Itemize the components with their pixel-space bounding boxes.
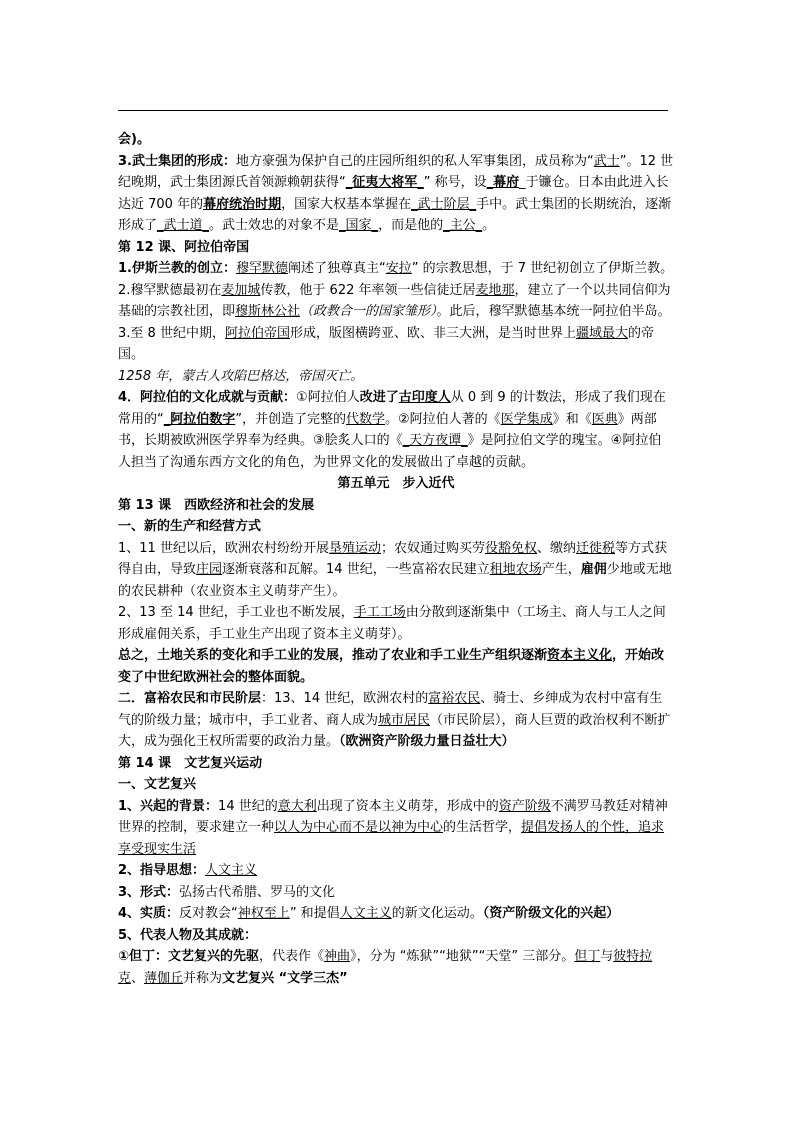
- text: 2、13 至 14 世纪，手工业也不断发展，: [118, 605, 354, 620]
- text: 、骑士、乡绅成为农村中富有生气的阶级力量；城市中，手工业者、商人成为: [118, 691, 663, 728]
- text: 少地或无地的农民耕种（农业资本主义萌芽产生）。: [118, 562, 672, 599]
- term-title: 3.武士集团的形成：: [118, 153, 236, 169]
- key-term: _幕府: [486, 175, 520, 190]
- key-term: 庄园: [196, 562, 223, 577]
- text: 会)。: [118, 132, 150, 147]
- text: ” 和提倡: [289, 906, 340, 921]
- text: ①阿拉伯人: [296, 390, 360, 405]
- text: ” 的宗教思想，于 7 世纪初创立了伊斯兰教。: [411, 261, 674, 276]
- text: ：13、14 世纪，欧洲农村的: [261, 691, 429, 706]
- paragraph-rural: [118, 538, 674, 603]
- text: 》，分为 “炼狱”“地狱”“天堂” 三部分。: [350, 949, 575, 964]
- header-rule: [118, 110, 668, 111]
- paragraph-handicraft: [118, 602, 674, 645]
- unit-5-heading: 第五单元 步入近代: [337, 476, 455, 491]
- text: 改进了: [359, 390, 399, 405]
- key-term: _武士道_: [157, 218, 210, 233]
- text: 从 0 到 9 的计数法，形成了我们现在常用的“: [118, 390, 666, 427]
- text: 弘扬古代希腊、罗马的文化: [179, 884, 336, 900]
- key-term: 代数学: [346, 411, 386, 427]
- text: 、缴纳: [537, 540, 577, 556]
- paragraph-dante: [118, 946, 674, 989]
- text: ”，并创造了完整的: [235, 411, 347, 427]
- key-term: 穆罕默德: [235, 261, 288, 276]
- text: ，而是他的: [378, 218, 444, 233]
- paragraph-essence: [118, 903, 674, 925]
- paragraph-summary: [118, 645, 674, 688]
- paragraph-empire: [118, 323, 674, 366]
- key-term: 富裕农民: [428, 691, 481, 706]
- section-heading: 一、新的生产和经营方式: [118, 519, 262, 534]
- key-term: 资本主义化: [547, 648, 613, 663]
- key-term: 手工工场: [353, 605, 406, 620]
- text: 3.至 8 世纪中期，: [118, 325, 225, 341]
- key-term: 垦殖运动: [328, 540, 381, 556]
- key-term: 神曲: [324, 949, 351, 964]
- text: 》和《: [552, 411, 592, 427]
- key-term: 彼特拉克: [118, 949, 653, 986]
- text: 雇佣: [580, 562, 607, 577]
- text: ”。12 世纪晚期，武士集团源氏首领源赖朝获得“: [118, 153, 674, 190]
- lesson-12-heading: 第 12 课、阿拉伯帝国: [118, 239, 250, 255]
- text: ” 称号，设: [423, 175, 487, 190]
- text: 与: [600, 949, 614, 964]
- text: 产生，: [541, 562, 581, 577]
- key-term: 麦地那: [475, 282, 515, 298]
- term-title: 4．阿拉伯的文化成就与贡献：: [118, 390, 297, 405]
- text: _于镰仓。日本由此进入长达近 700 年的: [118, 175, 669, 212]
- text: 的新文化运动。: [391, 906, 483, 921]
- key-term: 穆斯林公社: [235, 304, 301, 319]
- term-title: 2、指导思想：: [118, 863, 206, 878]
- italic-note: （政教合一的国家雏形）: [300, 304, 437, 319]
- text: 地方豪强为保护自己的庄园所组织的私人军事集团，成员称为“: [235, 153, 594, 169]
- key-term: 医学集成: [500, 411, 553, 427]
- key-term: 薄伽丘: [144, 970, 184, 986]
- lesson-13-heading: 第 13 课 西欧经济和社会的发展: [118, 497, 315, 513]
- key-term: _征夷大将军_: [345, 175, 424, 190]
- paragraph-representatives: 5、代表人物及其成就：: [118, 927, 258, 943]
- key-term: 以人为中心而不是以神为中心: [274, 820, 444, 835]
- text: 形成，版图横跨亚、欧、非三大洲，是当时世界上: [289, 325, 576, 341]
- document-body: [118, 129, 674, 989]
- key-term: 但丁: [574, 949, 601, 964]
- section-heading: 一、文艺复兴: [118, 777, 197, 792]
- key-term: 古印度人: [398, 390, 451, 405]
- text: （欧洲资产阶级力量日益壮大）: [339, 734, 515, 749]
- paragraph-mecca: [118, 280, 674, 323]
- key-term: 麦加城: [221, 282, 261, 298]
- lesson-14-heading: 第 14 课 文艺复兴运动: [118, 755, 263, 771]
- paragraph-background: [118, 796, 674, 861]
- key-term: 意大利: [277, 798, 317, 814]
- term-title: 1、兴起的背景：: [118, 798, 219, 814]
- key-term: 安拉: [385, 261, 412, 276]
- term-title: 二．富裕农民和市民阶层: [118, 691, 262, 706]
- text: 2.穆罕默德最初在: [118, 282, 222, 298]
- text: ，国家大权基本掌握在: [281, 196, 412, 212]
- text: 的生活哲学，: [443, 820, 522, 835]
- key-term: 阿拉伯帝国: [224, 325, 290, 341]
- key-term: 人文主义: [205, 863, 258, 878]
- key-term: 医典: [591, 411, 618, 427]
- text: 》两部书，长期被欧洲医学界奉为经典。③脍炙人口的《: [118, 411, 657, 448]
- paragraph-citizens: [118, 688, 674, 753]
- key-term: 武士: [593, 153, 620, 169]
- key-term: 幕府统治时期: [203, 196, 282, 212]
- text: 出现了资本主义萌芽，形成中的: [316, 798, 499, 814]
- text: ①但丁：: [118, 949, 169, 964]
- key-term: 人文主义: [339, 906, 392, 921]
- paragraph-fall-note: 1258 年，蒙古人攻陷巴格达，帝国灭亡。: [118, 368, 364, 384]
- text: 文艺复兴的先驱: [168, 949, 260, 964]
- key-term: 提倡发扬人的个性，追求享受现实生活: [118, 820, 665, 857]
- text: 》是阿拉伯文学的瑰宝。④阿拉伯人担当了沟通东西方文化的角色，为世界文化的发展做出了卓越的贡献。: [118, 433, 662, 470]
- text: 传教，他于 622 年率领一些信徒迁居: [260, 282, 476, 298]
- key-term: 城市居民: [378, 712, 431, 728]
- text: ；农奴通过购买劳: [380, 540, 485, 556]
- term-title: 3、形式：: [118, 884, 180, 900]
- paragraph-arab-culture: [118, 387, 674, 473]
- text: 反对教会“: [179, 906, 238, 921]
- text: （市民阶层），商人巨贾的政治权利不断扩大，成为强化王权所需要的政治力量。: [118, 712, 671, 749]
- text: 阐述了独尊真主“: [288, 261, 386, 276]
- key-term: 资产阶级: [498, 798, 551, 814]
- text: 。: [482, 218, 496, 233]
- text: 1、11 世纪以后，欧洲农村纷纷开展: [118, 540, 329, 556]
- key-term: _国家_: [339, 218, 379, 233]
- text: 。此后，穆罕默德基本统一阿拉伯半岛。: [436, 304, 671, 319]
- key-term: 迁徙税: [576, 540, 616, 556]
- text: （资产阶级文化的兴起）: [482, 906, 620, 921]
- key-term: 租地农场: [489, 562, 542, 577]
- paragraph-thought: [118, 860, 674, 882]
- text: 并称为: [183, 970, 223, 986]
- text: 逐渐衰落和瓦解。14 世纪，一些富裕农民建立: [222, 562, 490, 577]
- text: 手中。武士集团的长期统治，逐渐形成了: [118, 196, 672, 233]
- term-title: 1.伊斯兰教的创立：: [118, 261, 236, 276]
- text: ，代表作《: [259, 949, 325, 964]
- text: 的帝国。: [118, 325, 655, 362]
- text: 文艺复兴 “文学三杰”: [222, 970, 348, 986]
- key-term: _武士阶层_: [411, 196, 477, 212]
- text: 。武士效忠的对象不是: [209, 218, 340, 233]
- text: 14 世纪的: [218, 798, 278, 814]
- text: 由分散到逐渐集中（工场主、商人与工人之间形成雇佣关系，手工业生产出现了资本主义萌芽）。: [118, 605, 666, 642]
- text: 不满罗马教廷对精神世界的控制，要求建立一种: [118, 798, 668, 835]
- paragraph-continuation: [118, 129, 674, 151]
- key-term: 神权至上: [237, 906, 290, 921]
- text: 、: [131, 970, 145, 986]
- paragraph-samurai: [118, 151, 674, 237]
- term-title: 4、实质：: [118, 906, 180, 921]
- text: 总之，土地关系的变化和手工业的发展，推动了农业和手工业生产组织逐渐: [118, 648, 548, 663]
- key-term: _天方夜谭_: [402, 433, 468, 448]
- paragraph-islam: [118, 258, 674, 280]
- text: ，建立了一个以共同信仰为基础的宗教社团，即: [118, 282, 671, 319]
- text: 等方式获得自由，导致: [118, 540, 668, 577]
- key-term: 疆域最大: [575, 325, 628, 341]
- paragraph-form: [118, 882, 674, 904]
- text: ，开始改变了中世纪欧洲社会的整体面貌。: [118, 648, 665, 685]
- key-term: 役豁免权: [484, 540, 537, 556]
- text: 。②阿拉伯人著的《: [385, 411, 501, 427]
- key-term: _阿拉伯数字: [163, 411, 236, 427]
- key-term: _主公_: [443, 218, 483, 233]
